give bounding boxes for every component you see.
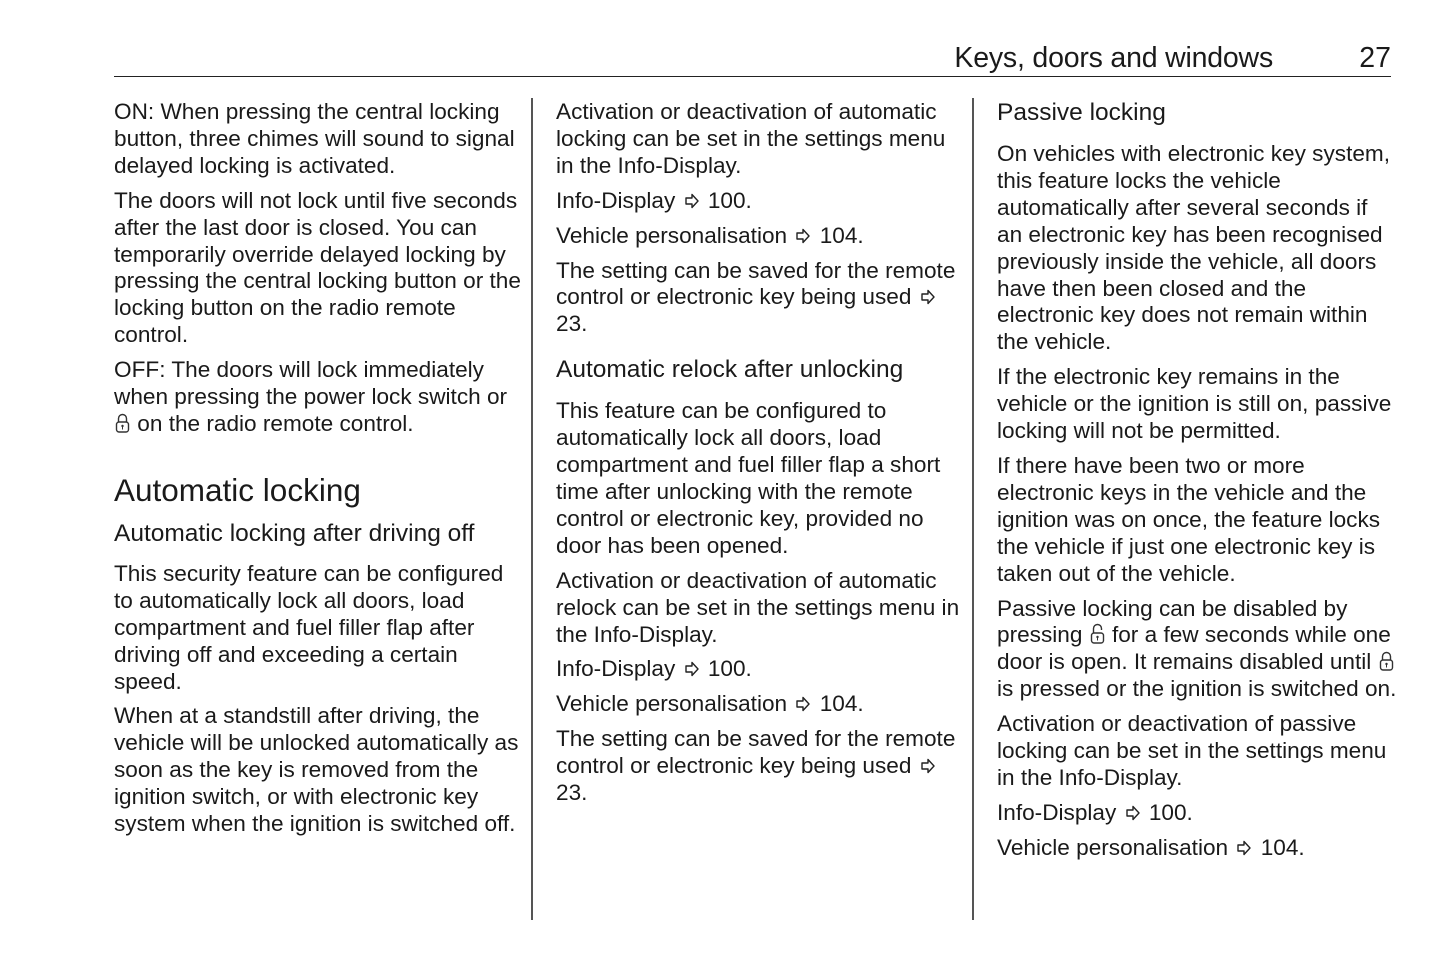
column-divider: [972, 98, 974, 920]
cross-reference[interactable]: Vehicle personalisation 104.: [556, 691, 864, 717]
arrow-right-outline-icon: [920, 757, 936, 775]
section-heading: Automatic locking: [114, 471, 361, 508]
column-right: [997, 99, 1397, 870]
column-left: [114, 99, 524, 846]
arrow-right-outline-icon: [920, 288, 936, 306]
off-label: OFF: [114, 357, 160, 383]
cross-reference[interactable]: Info-Display 100.: [556, 187, 752, 213]
paragraph: Passive locking can be disabled by pressing for a few seconds while one door is open. It remains disabled until is pressed or the ignition is switched on.: [997, 595, 1397, 702]
arrow-right-outline-icon: [684, 660, 700, 678]
on-paragraph: ON: When pressing the central locking button, three chimes will sound to signal delayed locking is activated.: [114, 99, 515, 178]
cross-reference[interactable]: Vehicle personalisation 104.: [556, 222, 864, 248]
paragraph: The setting can be saved for the remote control or electronic key being used 23.: [556, 726, 956, 806]
paragraph: If the electronic key remains in the vehicle or the ignition is still on, passive locking will not be permitted.: [997, 364, 1392, 444]
unlock-icon: [1090, 623, 1105, 645]
lock-icon: [115, 412, 130, 434]
paragraph: Activation or deactivation of automatic relock can be set in the settings menu in the Info-Display.: [556, 567, 960, 647]
cross-reference[interactable]: Info-Display 100.: [556, 656, 752, 682]
lock-icon: [1379, 650, 1394, 672]
page-number: 27: [1359, 42, 1391, 74]
cross-reference[interactable]: 23.: [556, 311, 588, 337]
paragraph: This feature can be configured to automatically lock all doors, load compartment and fuel filler flap a short time after unlocking with the remote control or electronic key, provided no door has been opened.: [556, 398, 941, 558]
cross-reference[interactable]: Info-Display 100.: [997, 799, 1193, 825]
cross-reference[interactable]: Vehicle personalisation 104.: [997, 834, 1305, 860]
chapter-title: Keys, doors and windows: [954, 42, 1273, 74]
page-header: [114, 38, 1391, 77]
paragraph: Activation or deactivation of automatic locking can be set in the settings menu in the Info-Display.: [556, 99, 946, 178]
paragraph: If there have been two or more electronic keys in the vehicle and the ignition was on once, the feature locks the vehicle if just one electronic key is taken out of the vehicle.: [997, 452, 1381, 586]
paragraph: The setting can be saved for the remote control or electronic key being used 23.: [556, 257, 956, 337]
paragraph: When at a standstill after driving, the vehicle will be unlocked automatically as soon as the key is removed from the ignition switch, or with electronic key system when the ignition is switched off.: [114, 703, 519, 837]
paragraph: This security feature can be configured to automatically lock all doors, load compartment and fuel filler flap after driving off and exceeding a certain speed.: [114, 560, 504, 694]
arrow-right-outline-icon: [1236, 839, 1252, 857]
subheading: Passive locking: [997, 99, 1166, 126]
off-paragraph: OFF: The doors will lock immediately when pressing the power lock switch or on the radio remote control.: [114, 357, 508, 436]
cross-reference[interactable]: 23.: [556, 780, 588, 806]
paragraph: On vehicles with electronic key system, this feature locks the vehicle automatically after several seconds if an electronic key has been recognised previously inside the vehicle, all doors have then been closed and the electronic key does not remain within the vehicle.: [997, 141, 1391, 355]
subheading: Automatic relock after unlocking: [556, 356, 904, 384]
arrow-right-outline-icon: [795, 695, 811, 713]
paragraph: Activation or deactivation of passive locking can be set in the settings menu in the Info-Display.: [997, 711, 1387, 790]
arrow-right-outline-icon: [684, 192, 700, 210]
column-middle: [556, 99, 961, 815]
arrow-right-outline-icon: [1125, 804, 1141, 822]
on-label: ON: [114, 99, 148, 124]
column-divider: [531, 98, 533, 920]
delay-paragraph: The doors will not lock until five seconds after the last door is closed. You can temporarily override delayed locking by pressing the central locking button or the locking button on the radio remote control.: [114, 187, 521, 348]
arrow-right-outline-icon: [795, 227, 811, 245]
subheading: Automatic locking after driving off: [114, 519, 475, 547]
